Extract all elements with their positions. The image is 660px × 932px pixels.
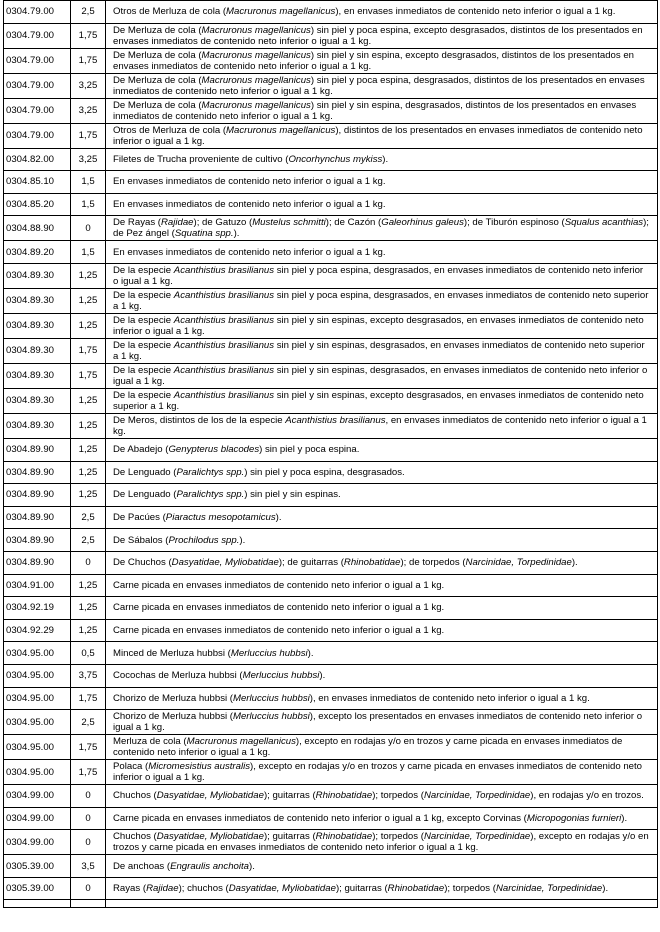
description-text: Carne picada en envases inmediatos de contenido neto inferior o igual a 1 kg, excepto Corvinas ( [113,812,527,824]
empty-cell [4,900,71,908]
ncm-code-cell: 0304.79.00 [4,98,71,123]
description-cell [106,664,658,687]
table-row [4,1,658,24]
species-name: Oncorhynchus mykiss [288,153,383,165]
description-text: De la especie [113,364,174,376]
description-text: Filetes de Trucha proveniente de cultivo ( [113,153,289,165]
tariff-table-page [3,0,658,908]
species-name: Macruronus magellanicus [226,6,336,18]
table-row [4,263,658,288]
description-text: ). [239,534,246,546]
description-cell [106,388,658,413]
species-name: Dasyatidae, Myliobatidae [171,557,279,569]
table-row [4,338,658,363]
rate-cell: 1,25 [71,263,106,288]
description-text: ), excepto en rodajas y/o en trozos y carne picada en envases inmediatos de contenido neto inferior o igual a 1 kg. [113,736,623,759]
species-name: Macruronus magellanicus [201,24,311,36]
description-cell [106,506,658,529]
description-cell [106,363,658,388]
table-row [4,877,658,900]
species-name: Acanthistius brasilianus [173,289,275,301]
rate-cell: 0,5 [71,642,106,665]
rate-cell: 3,25 [71,148,106,171]
description-cell [106,313,658,338]
rate-cell: 0 [71,551,106,574]
species-name: Dasyatidae, Myliobatidae [156,790,264,802]
description-cell [106,529,658,552]
ncm-code-cell: 0304.89.30 [4,363,71,388]
description-text: ); torpedos ( [444,883,496,895]
ncm-code-cell: 0304.88.90 [4,216,71,241]
ncm-code-cell: 0304.92.19 [4,597,71,620]
empty-cell [106,900,658,908]
species-name: Rajidae [160,217,194,229]
description-cell [106,710,658,735]
table-row [4,597,658,620]
description-text: De Lenguado ( [113,466,177,478]
rate-cell: 0 [71,830,106,855]
rate-cell: 1,25 [71,484,106,507]
table-row [4,506,658,529]
description-text: Minced de Merluza hubbsi ( [113,647,231,659]
species-name: Acanthistius brasilianus [285,414,386,426]
table-row-cutoff [4,900,658,908]
description-cell [106,619,658,642]
species-name: Rajidae [146,883,179,895]
description-text: sin piel y sin espinas, desgrasados, en envases inmediatos de contenido neto inferior o igual a 1 kg. [113,364,648,387]
description-text: De Merluza de cola ( [113,74,202,86]
rate-cell: 1,25 [71,619,106,642]
rate-cell: 2,5 [71,506,106,529]
table-row [4,642,658,665]
description-text: Carne picada en envases inmediatos de contenido neto inferior o igual a 1 kg. [113,602,445,614]
description-text: De Abadejo ( [113,444,169,456]
description-text: De Merluza de cola ( [113,99,202,111]
species-name: Paralichtys spp. [176,489,245,501]
species-name: Paralichtys spp. [176,466,245,478]
rate-cell: 1,5 [71,171,106,194]
ncm-code-cell: 0304.79.00 [4,123,71,148]
description-text: Chorizo de Merluza hubbsi ( [113,711,233,723]
ncm-code-cell: 0304.85.10 [4,171,71,194]
species-name: Dasyatidae, Myliobatidae [228,883,336,895]
description-text: Chorizo de Merluza hubbsi ( [113,692,233,704]
species-name: Squalus acanthias [564,217,644,229]
ncm-code-cell: 0304.89.90 [4,438,71,461]
description-text: Carne picada en envases inmediatos de contenido neto inferior o igual a 1 kg. [113,625,445,637]
ncm-code-cell: 0304.99.00 [4,785,71,808]
description-cell [106,216,658,241]
description-text: De Chuchos ( [113,557,172,569]
species-name: Prochilodus spp. [168,534,240,546]
description-text: De Rayas ( [113,217,161,229]
species-name: Narcinidae, Torpedinidae [465,557,572,569]
description-cell [106,98,658,123]
description-cell [106,807,658,830]
rate-cell: 1,25 [71,313,106,338]
description-cell [106,413,658,438]
description-cell [106,785,658,808]
description-text: ); torpedos ( [372,831,424,843]
description-text: ), excepto los presentados en envases inmediatos de contenido neto inferior o igual a 1 kg. [113,711,643,734]
description-cell [106,288,658,313]
description-text: sin piel y sin espinas, excepto desgrasados, en envases inmediatos de contenido neto inferior o igual a 1 kg. [113,314,644,337]
description-text: Cocochas de Merluza hubbsi ( [113,670,243,682]
description-text: En envases inmediatos de contenido neto inferior o igual a 1 kg. [113,246,386,258]
description-text: ). [319,670,326,682]
description-cell [106,855,658,878]
species-name: Mustelus schmitti [252,217,326,229]
table-row [4,123,658,148]
description-text: ). [602,883,609,895]
tariff-table [3,0,658,908]
ncm-code-cell: 0304.79.00 [4,23,71,48]
description-text: ). [307,647,314,659]
description-text: ). [275,512,282,524]
description-cell [106,148,658,171]
ncm-code-cell: 0304.85.20 [4,193,71,216]
rate-cell: 2,5 [71,710,106,735]
table-row [4,619,658,642]
description-cell [106,461,658,484]
table-row [4,23,658,48]
description-text: Carne picada en envases inmediatos de contenido neto inferior o igual a 1 kg. [113,579,445,591]
description-text: De Pacúes ( [113,512,166,524]
species-name: Rhinobatidae [343,557,401,569]
description-text: ) sin piel y poca espina, desgrasados, distintos de los presentados en envases inmediatos de contenido neto inferior o igual a 1 kg. [113,74,645,97]
ncm-code-cell: 0304.99.00 [4,830,71,855]
description-text: ); torpedos ( [372,790,424,802]
rate-cell: 1,75 [71,760,106,785]
description-cell [106,597,658,620]
description-text: De la especie [113,264,174,276]
description-text: De la especie [113,339,174,351]
description-cell [106,438,658,461]
table-row [4,288,658,313]
description-text: ); chuchos ( [178,883,229,895]
description-text: ); de Pez ángel ( [113,217,649,240]
description-text: ); de torpedos ( [400,557,466,569]
description-text: ); de Cazón ( [325,217,382,229]
ncm-code-cell: 0305.39.00 [4,855,71,878]
ncm-code-cell: 0304.89.90 [4,484,71,507]
species-name: Acanthistius brasilianus [173,264,275,276]
ncm-code-cell: 0304.79.00 [4,48,71,73]
ncm-code-cell: 0305.39.00 [4,877,71,900]
description-text: Otros de Merluza de cola ( [113,6,227,18]
species-name: Macruronus magellanicus [186,736,296,748]
species-name: Rhinobatidae [315,790,373,802]
description-text: ). [621,812,628,824]
species-name: Merluccius hubbsi [230,647,308,659]
rate-cell: 2,5 [71,529,106,552]
empty-cell [71,900,106,908]
species-name: Narcinidae, Torpedinidae [423,831,531,843]
ncm-code-cell: 0304.89.90 [4,506,71,529]
description-text: ). [382,153,389,165]
description-text: Chuchos ( [113,790,157,802]
species-name: Narcinidae, Torpedinidae [495,883,603,895]
description-text: ). [233,228,240,240]
table-row [4,735,658,760]
species-name: Macruronus magellanicus [201,99,311,111]
description-cell [106,263,658,288]
description-text: ), en envases inmediatos de contenido neto inferior o igual a 1 kg. [309,692,590,704]
description-text: Chuchos ( [113,831,157,843]
species-name: Acanthistius brasilianus [173,364,275,376]
description-text: ), en rodajas y/o en trozos. [530,790,644,802]
description-text: ) sin piel y sin espina, excepto desgrasados, distintos de los presentados en envases inmediatos de contenido neto inferior o igual a 1 kg. [113,49,635,72]
description-text: ) sin piel y sin espina, desgrasados, distintos de los presentados en envases inmediatos de contenido neto inferior o igual a 1 kg. [113,99,637,122]
description-text: sin piel y sin espinas, excepto desgrasados, en envases inmediatos de contenido neto superior a 1 kg. [113,389,644,412]
description-text: Merluza de cola ( [113,736,187,748]
species-name: Acanthistius brasilianus [173,389,275,401]
ncm-code-cell: 0304.91.00 [4,574,71,597]
rate-cell: 1,75 [71,735,106,760]
description-text: De anchoas ( [113,860,171,872]
rate-cell: 1,75 [71,48,106,73]
description-text: Otros de Merluza de cola ( [113,124,227,136]
description-text: ), excepto en rodajas y/o en trozos y carne picada en envases inmediatos de contenido neto inferior o igual a 1 kg. [113,761,643,784]
species-name: Engraulis anchoita [170,860,249,872]
ncm-code-cell: 0304.92.29 [4,619,71,642]
description-text: ), en envases inmediatos de contenido neto inferior o igual a 1 kg. [335,6,616,18]
description-cell [106,23,658,48]
description-cell [106,48,658,73]
table-row [4,193,658,216]
ncm-code-cell: 0304.99.00 [4,807,71,830]
rate-cell: 3,5 [71,855,106,878]
description-text: De la especie [113,389,174,401]
rate-cell: 2,5 [71,1,106,24]
species-name: Rhinobatidae [387,883,445,895]
rate-cell: 1,75 [71,338,106,363]
description-text: sin piel y poca espina, desgrasados, en envases inmediatos de contenido neto inferior o igual a 1 kg. [113,264,644,287]
table-row [4,388,658,413]
rate-cell: 1,25 [71,438,106,461]
table-row [4,171,658,194]
tariff-table-body [4,1,658,908]
description-text: De Merluza de cola ( [113,24,202,36]
table-row [4,807,658,830]
rate-cell: 0 [71,807,106,830]
ncm-code-cell: 0304.79.00 [4,73,71,98]
species-name: Narcinidae, Torpedinidae [423,790,531,802]
ncm-code-cell: 0304.95.00 [4,642,71,665]
description-text: De la especie [113,289,174,301]
description-text: sin piel y poca espina, desgrasados, en envases inmediatos de contenido neto superior a 1 kg. [113,289,649,312]
species-name: Squatina spp. [174,228,234,240]
rate-cell: 1,75 [71,23,106,48]
description-cell [106,642,658,665]
rate-cell: 1,25 [71,288,106,313]
rate-cell: 3,75 [71,664,106,687]
description-text: ); de guitarras ( [278,557,344,569]
table-row [4,216,658,241]
description-text: ) sin piel y poca espina, excepto desgrasados, distintos de los presentados en envases inmediatos de contenido neto inferior o igual a 1 kg. [113,24,643,47]
description-cell [106,830,658,855]
description-text: ) sin piel y poca espina. [259,444,360,456]
ncm-code-cell: 0304.89.30 [4,388,71,413]
table-row [4,529,658,552]
table-row [4,313,658,338]
description-cell [106,551,658,574]
species-name: Genypterus blacodes [168,444,260,456]
rate-cell: 1,75 [71,687,106,710]
table-row [4,710,658,735]
ncm-code-cell: 0304.89.30 [4,313,71,338]
ncm-code-cell: 0304.89.30 [4,338,71,363]
ncm-code-cell: 0304.95.00 [4,760,71,785]
species-name: Macruronus magellanicus [226,124,336,136]
ncm-code-cell: 0304.89.90 [4,529,71,552]
description-cell [106,193,658,216]
species-name: Acanthistius brasilianus [173,339,275,351]
table-row [4,48,658,73]
species-name: Merluccius hubbsi [232,711,310,723]
species-name: Rhinobatidae [315,831,373,843]
table-row [4,484,658,507]
ncm-code-cell: 0304.89.30 [4,413,71,438]
rate-cell: 1,25 [71,574,106,597]
species-name: Merluccius hubbsi [232,692,310,704]
species-name: Micromesistius australis [148,761,251,773]
table-row [4,574,658,597]
table-row [4,760,658,785]
description-cell [106,1,658,24]
table-row [4,830,658,855]
ncm-code-cell: 0304.79.00 [4,1,71,24]
table-row [4,98,658,123]
rate-cell: 0 [71,877,106,900]
description-text: De Meros, distintos de los de la especie [113,414,286,426]
description-text: Rayas ( [113,883,147,895]
table-row [4,241,658,264]
rate-cell: 3,25 [71,73,106,98]
rate-cell: 1,25 [71,413,106,438]
table-row [4,73,658,98]
species-name: Micropogonias furnieri [526,812,622,824]
table-row [4,413,658,438]
ncm-code-cell: 0304.95.00 [4,687,71,710]
description-cell [106,171,658,194]
species-name: Galeorhinus galeus [381,217,464,229]
rate-cell: 0 [71,216,106,241]
rate-cell: 1,5 [71,193,106,216]
ncm-code-cell: 0304.95.00 [4,735,71,760]
rate-cell: 1,25 [71,388,106,413]
table-row [4,785,658,808]
ncm-code-cell: 0304.82.00 [4,148,71,171]
table-row [4,687,658,710]
table-row [4,664,658,687]
rate-cell: 1,75 [71,123,106,148]
species-name: Acanthistius brasilianus [173,314,275,326]
species-name: Piaractus mesopotamicus [165,512,276,524]
rate-cell: 0 [71,785,106,808]
description-text: ); de Gatuzo ( [193,217,253,229]
species-name: Merluccius hubbsi [242,670,320,682]
description-text: En envases inmediatos de contenido neto inferior o igual a 1 kg. [113,176,386,188]
description-text: De la especie [113,314,174,326]
description-text: ) sin piel y poca espina, desgrasados. [244,466,405,478]
description-text: ). [249,860,255,872]
description-text: De Lenguado ( [113,489,177,501]
description-text: Polaca ( [113,761,149,773]
description-cell [106,73,658,98]
description-cell [106,877,658,900]
description-cell [106,760,658,785]
ncm-code-cell: 0304.89.90 [4,551,71,574]
description-text: ), distintos de los presentados en envases inmediatos de contenido neto inferior o igual a 1 kg. [113,124,643,147]
rate-cell: 1,5 [71,241,106,264]
description-text: De Sábalos ( [113,534,169,546]
rate-cell: 1,25 [71,597,106,620]
description-text: , en envases inmediatos de contenido neto inferior o igual a 1 kg. [113,414,647,437]
description-text: ). [571,557,578,569]
description-text: De Merluza de cola ( [113,49,202,61]
description-cell [106,241,658,264]
rate-cell: 1,25 [71,461,106,484]
description-text: En envases inmediatos de contenido neto inferior o igual a 1 kg. [113,199,386,211]
table-row [4,438,658,461]
rate-cell: 3,25 [71,98,106,123]
description-text: sin piel y sin espinas, desgrasados, en envases inmediatos de contenido neto superior a 1 kg. [113,339,645,362]
description-text: ) sin piel y sin espinas. [244,489,341,501]
description-cell [106,123,658,148]
description-cell [106,484,658,507]
ncm-code-cell: 0304.95.00 [4,710,71,735]
species-name: Macruronus magellanicus [201,74,311,86]
ncm-code-cell: 0304.89.20 [4,241,71,264]
table-row [4,461,658,484]
description-text: ), excepto en rodajas y/o en trozos y carne picada en envases inmediatos de contenido neto inferior o igual a 1 kg. [113,831,649,854]
ncm-code-cell: 0304.89.90 [4,461,71,484]
rate-cell: 1,75 [71,363,106,388]
ncm-code-cell: 0304.95.00 [4,664,71,687]
description-cell [106,574,658,597]
table-row [4,855,658,878]
ncm-code-cell: 0304.89.30 [4,263,71,288]
description-cell [106,687,658,710]
table-row [4,363,658,388]
description-cell [106,338,658,363]
table-row [4,148,658,171]
description-text: ); guitarras ( [263,790,316,802]
ncm-code-cell: 0304.89.30 [4,288,71,313]
species-name: Dasyatidae, Myliobatidae [156,831,264,843]
table-row [4,551,658,574]
description-text: ); guitarras ( [335,883,388,895]
description-text: ); de Tiburón espinoso ( [463,217,565,229]
description-text: ); guitarras ( [263,831,316,843]
species-name: Macruronus magellanicus [201,49,311,61]
description-cell [106,735,658,760]
